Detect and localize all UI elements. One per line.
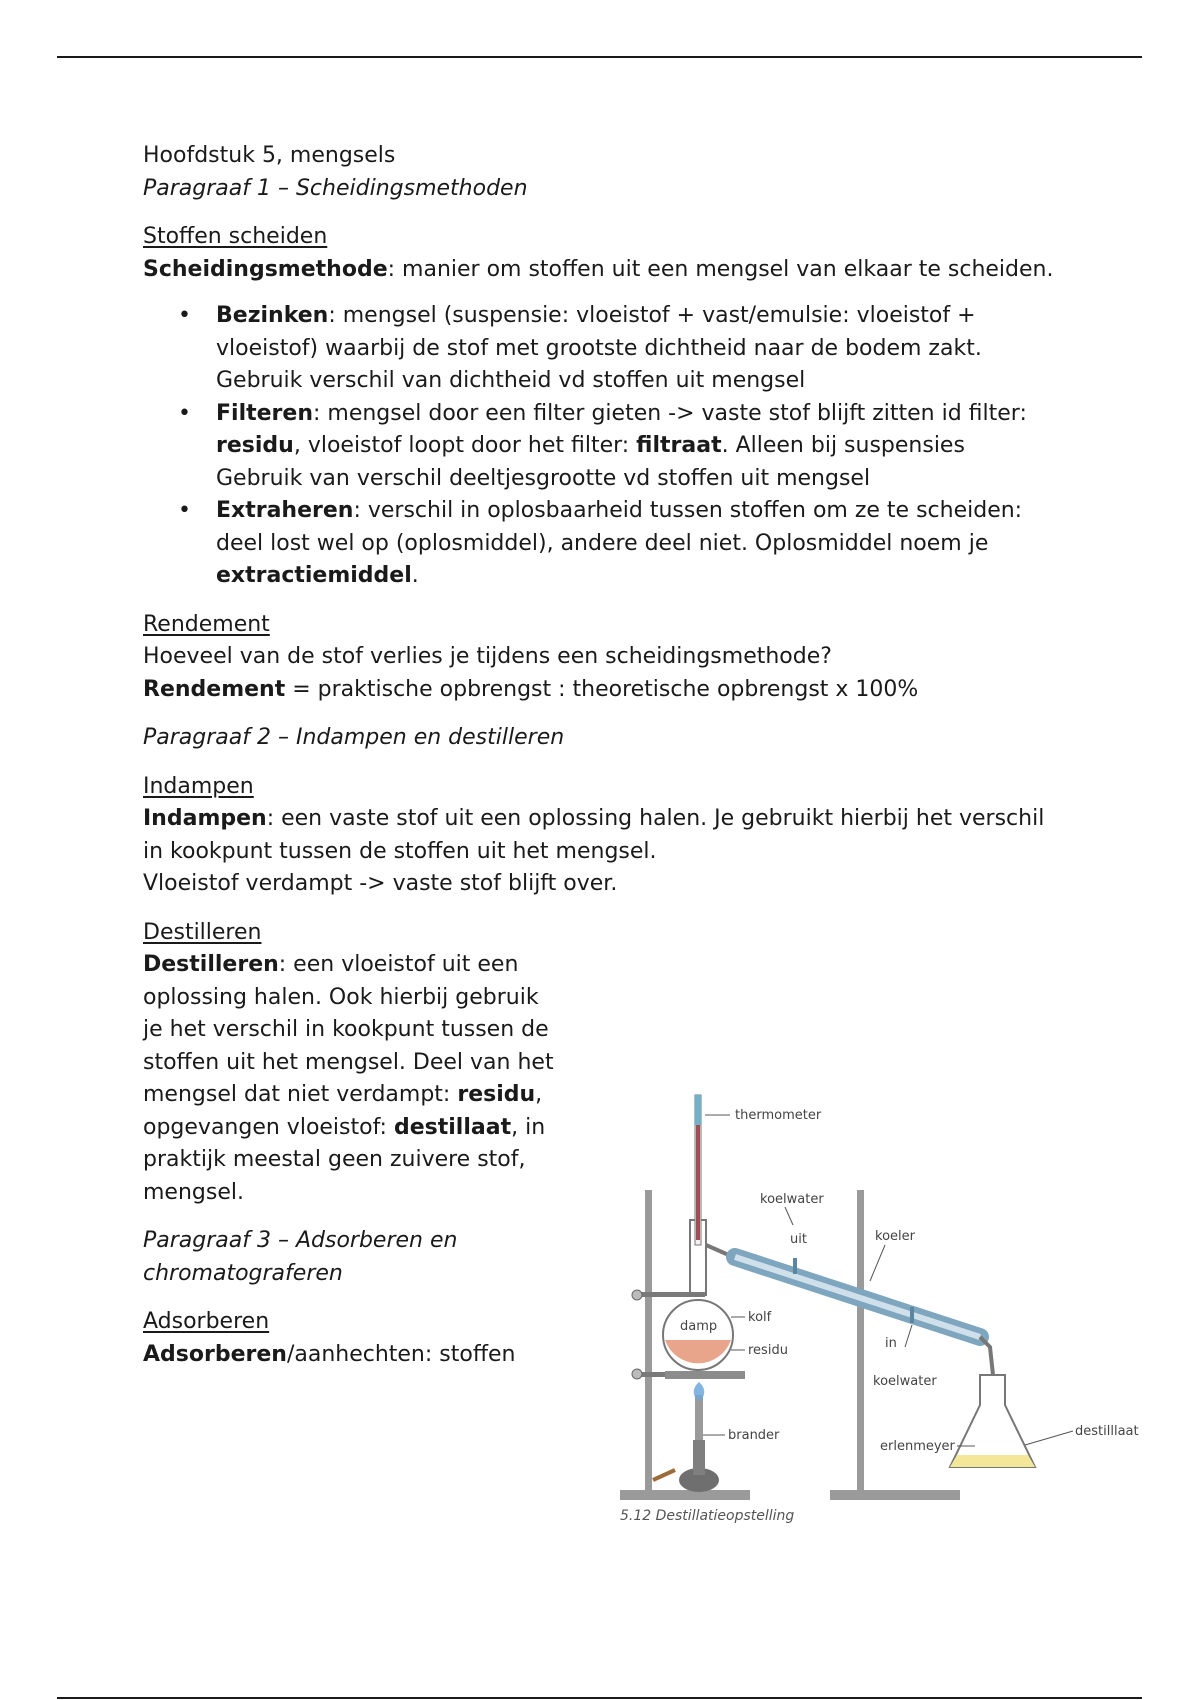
erlenmeyer-flask xyxy=(950,1375,1035,1467)
label-kolf: kolf xyxy=(748,1310,772,1325)
item-text: . xyxy=(411,563,419,588)
figure-caption: 5.12 Destillatieopstelling xyxy=(620,1508,795,1524)
gas-hose xyxy=(653,1470,675,1480)
label-uit: uit xyxy=(790,1232,807,1247)
definition-adsorberen xyxy=(143,1339,563,1372)
subheading-stoffen-scheiden: Stoffen scheiden xyxy=(143,224,328,249)
definition-text: : manier om stoffen uit een mengsel van elkaar te scheiden. xyxy=(387,256,1054,282)
term: Destilleren xyxy=(143,952,279,977)
item-text: , vloeistof loopt door het filter: xyxy=(293,433,637,458)
rendement-formula xyxy=(143,674,1063,707)
section-title-3: Paragraaf 3 – Adsorberen en chromatograferen xyxy=(143,1228,458,1286)
distillation-diagram xyxy=(585,1085,1140,1530)
label-damp: damp xyxy=(680,1319,718,1334)
label-thermometer: thermometer xyxy=(735,1108,822,1123)
stand-base-right xyxy=(830,1490,960,1500)
subheading-destilleren: Destilleren xyxy=(143,919,262,945)
list-item-extraheren xyxy=(143,495,1063,593)
tripod-plate xyxy=(665,1371,745,1379)
clamp-knob xyxy=(632,1290,642,1300)
term: Filteren xyxy=(216,400,313,426)
term: Bezinken xyxy=(216,303,329,328)
term: Scheidingsmethode xyxy=(143,256,388,282)
definition-text: , opgevangen vloeistof: xyxy=(143,1082,543,1140)
subheading-rendement: Rendement xyxy=(143,611,270,637)
label-brander: brander xyxy=(728,1428,780,1443)
definition-text: : een vaste stof uit een oplossing halen. Je gebruikt hierbij het verschil in kookpunt tussen de stoffen uit het mengsel. xyxy=(143,806,1045,864)
definition-text: : een vloeistof uit een oplossing halen. Ook hierbij gebruik je het verschil in kookpunt tussen de stoffen uit het mengsel. Deel van het mengsel dat niet verdampt: xyxy=(143,952,554,1107)
term: destillaat xyxy=(393,1114,512,1140)
definition-destilleren xyxy=(143,949,563,1209)
leader-line xyxy=(1025,1431,1073,1445)
definition-text: , in praktijk meestal geen zuivere stof, mengsel. xyxy=(143,1114,546,1205)
bottom-rule xyxy=(57,1697,1142,1699)
label-erlenmeyer: erlenmeyer xyxy=(880,1439,955,1454)
subheading-adsorberen: Adsorberen xyxy=(143,1309,270,1334)
leader-line xyxy=(785,1207,793,1225)
burner-tube xyxy=(695,1395,703,1445)
water-in-port xyxy=(910,1307,914,1323)
indampen-note: Vloeistof verdampt -> vaste stof blijft over. xyxy=(143,871,618,896)
item-text: : verschil in oplosbaarheid tussen stoffen om ze te scheiden: deel lost wel op (oplosmiddel), andere deel niet. Oplosmiddel noem je xyxy=(216,498,1023,556)
formula-text: = praktische opbrengst : theoretische opbrengst x 100% xyxy=(285,676,919,702)
item-note: Gebruik verschil van dichtheid vd stoffen uit mengsel xyxy=(216,368,806,393)
stand-rod-right xyxy=(857,1190,864,1492)
thermometer-cap xyxy=(695,1095,701,1125)
left-column xyxy=(143,917,563,1372)
label-destillaat: destilllaat xyxy=(1075,1424,1139,1439)
item-text: : mengsel (suspensie: vloeistof + vast/emulsie: vloeistof + vloeistof) waarbij de stof met grootste dichtheid naar de bodem zakt. xyxy=(216,303,982,361)
definition-text: /aanhechten: stoffen xyxy=(286,1341,516,1367)
bullet-icon: • xyxy=(178,498,191,523)
section-title-2: Paragraaf 2 – Indampen en destilleren xyxy=(143,725,565,750)
term: Indampen xyxy=(143,806,267,831)
item-note: Gebruik van verschil deeltjesgrootte vd stoffen uit mengsel xyxy=(216,465,871,491)
label-koelwater-top: koelwater xyxy=(760,1192,824,1207)
definition-scheidingsmethode xyxy=(143,254,1063,287)
list-item-filteren xyxy=(143,398,1063,496)
item-text: : mengsel door een filter gieten -> vaste stof blijft zitten id filter: xyxy=(312,400,1027,426)
top-rule xyxy=(57,56,1142,58)
term: Adsorberen xyxy=(143,1341,287,1367)
term: filtraat xyxy=(636,433,722,458)
destillaat-liquid xyxy=(950,1455,1035,1467)
section-title-1: Paragraaf 1 – Scheidingsmethoden xyxy=(143,175,528,201)
label-in: in xyxy=(885,1336,897,1351)
subheading-indampen: Indampen xyxy=(143,773,254,799)
rendement-question: Hoeveel van de stof verlies je tijdens een scheidingsmethode? xyxy=(143,644,832,669)
label-residu: residu xyxy=(748,1343,788,1358)
method-list xyxy=(143,300,1063,593)
label-koelwater-bottom: koelwater xyxy=(873,1374,937,1389)
bullet-icon: • xyxy=(178,400,191,426)
term: residu xyxy=(216,433,294,458)
water-out-port xyxy=(793,1258,797,1274)
leader-line xyxy=(905,1325,912,1347)
term: Rendement xyxy=(143,676,286,702)
stand-rod-left xyxy=(645,1190,652,1492)
leader-line xyxy=(870,1245,885,1281)
clamp-knob xyxy=(632,1369,642,1379)
burner-body xyxy=(693,1440,705,1475)
chapter-title: Hoofdstuk 5, mengsels xyxy=(143,143,396,168)
distillation-figure xyxy=(585,1085,1140,1530)
definition-indampen xyxy=(143,803,1063,868)
term: residu xyxy=(457,1082,536,1107)
item-text: . Alleen bij suspensies xyxy=(721,433,965,458)
thermometer-fluid xyxy=(696,1120,700,1240)
term: extractiemiddel xyxy=(216,563,412,588)
label-koeler: koeler xyxy=(875,1229,915,1244)
stand-base-left xyxy=(620,1490,750,1500)
term: Extraheren xyxy=(216,498,354,523)
bullet-icon: • xyxy=(178,303,191,328)
list-item-bezinken xyxy=(143,300,1063,398)
